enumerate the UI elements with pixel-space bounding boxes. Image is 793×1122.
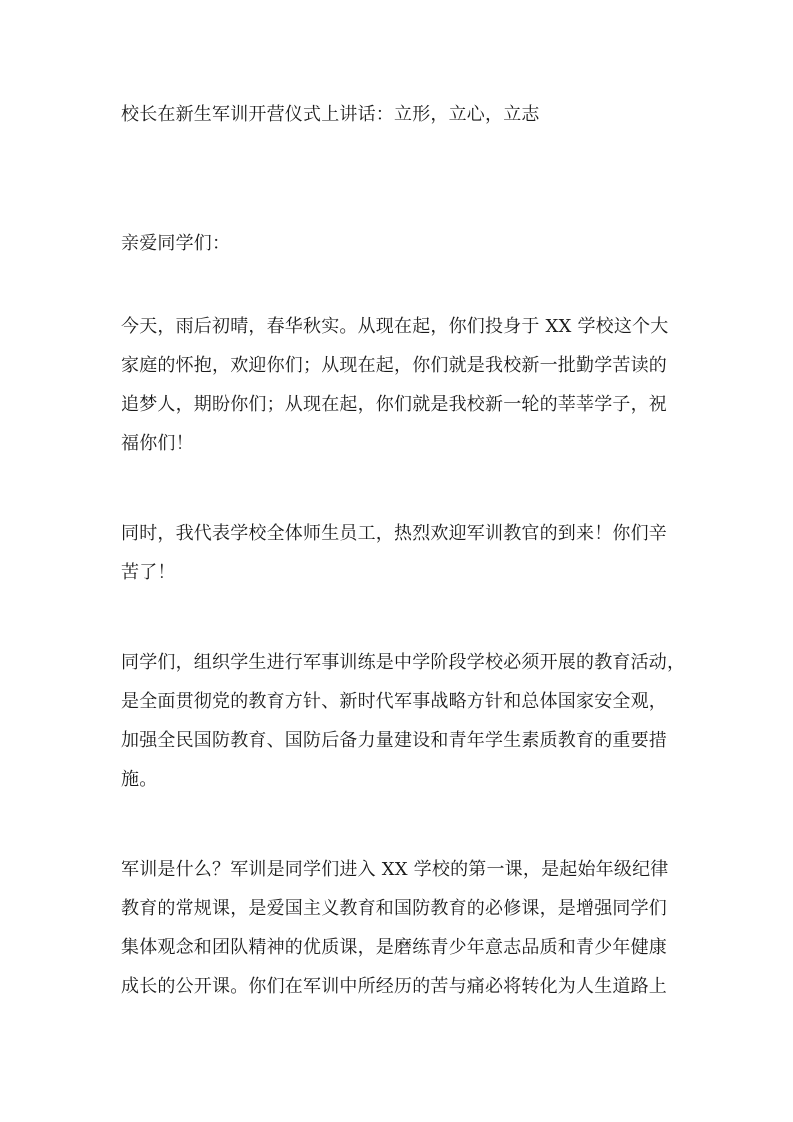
paragraph-3-line-4: 施。	[121, 769, 158, 790]
paragraph-3-line-1: 同学们，组织学生进行军事训练是中学阶段学校必须开展的教育活动，	[121, 652, 686, 673]
greeting-line: 亲爱同学们：	[121, 233, 231, 254]
paragraph-4-line-3: 集体观念和团队精神的优质课，是磨练青少年意志品质和青少年健康	[121, 937, 667, 958]
paragraph-3-line-3: 加强全民国防教育、国防后备力量建设和青年学生素质教育的重要措	[121, 730, 667, 751]
paragraph-4-line-4: 成长的公开课。你们在军训中所经历的苦与痛必将转化为人生道路上	[121, 976, 667, 997]
paragraph-1-line-1: 今天，雨后初晴，春华秋实。从现在起，你们投身于 XX 学校这个大	[121, 316, 669, 337]
paragraph-1-line-3: 追梦人，期盼你们；从现在起，你们就是我校新一轮的莘莘学子，祝	[121, 394, 667, 415]
paragraph-4-line-2: 教育的常规课，是爱国主义教育和国防教育的必修课，是增强同学们	[121, 898, 667, 919]
paragraph-1-line-2: 家庭的怀抱，欢迎你们；从现在起，你们就是我校新一批勤学苦读的	[121, 355, 667, 376]
paragraph-2-line-1: 同时，我代表学校全体师生员工，热烈欢迎军训教官的到来！你们辛	[121, 523, 667, 544]
document-title: 校长在新生军训开营仪式上讲话：立形，立心，立志	[121, 104, 540, 125]
paragraph-3-line-2: 是全面贯彻党的教育方针、新时代军事战略方针和总体国家安全观，	[121, 691, 667, 712]
paragraph-1-line-4: 福你们！	[121, 433, 194, 454]
paragraph-4-line-1: 军训是什么？军训是同学们进入 XX 学校的第一课，是起始年级纪律	[121, 859, 669, 880]
paragraph-2-line-2: 苦了！	[121, 562, 176, 583]
